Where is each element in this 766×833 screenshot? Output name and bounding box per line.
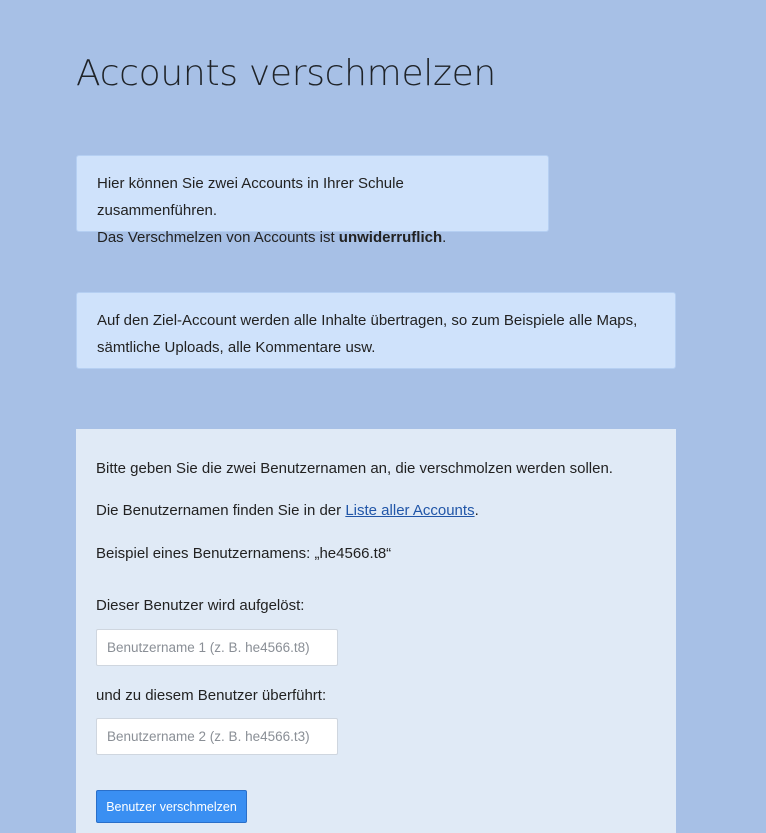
hint-text: . — [474, 502, 479, 519]
info-text: sämtliche Uploads, alle Kommentare usw. — [97, 339, 376, 356]
info-box-content-transfer — [76, 292, 676, 369]
username-example-text: Beispiel eines Benutzernamens: „he4566.t8“ — [96, 545, 392, 562]
user2-label: und zu diesem Benutzer überführt: — [96, 687, 327, 704]
page-title: Accounts verschmelzen — [76, 53, 496, 94]
info-text-line — [97, 224, 528, 251]
form-intro-text: Bitte geben Sie die zwei Benutzernamen an, die verschmolzen werden sollen. — [96, 460, 613, 477]
info-text: . — [442, 229, 447, 246]
username-1-input[interactable] — [96, 629, 338, 666]
info-text-line — [97, 334, 655, 361]
info-box-merge-description — [76, 155, 549, 246]
merge-users-button[interactable]: Benutzer verschmelzen — [96, 790, 247, 823]
user1-label: Dieser Benutzer wird aufgelöst: — [96, 597, 305, 614]
info-text-line — [97, 307, 655, 334]
merge-form-panel — [76, 429, 676, 833]
hint-text: Die Benutzernamen finden Sie in der — [96, 502, 346, 519]
account-list-link[interactable]: Liste aller Accounts — [345, 502, 475, 519]
username-list-hint — [96, 501, 479, 521]
info-text: Auf den Ziel-Account werden alle Inhalte übertragen, so zum Beispiele alle Maps, — [97, 312, 638, 329]
username-2-input[interactable] — [96, 718, 338, 755]
info-text: Hier können Sie zwei Accounts in Ihrer Schule zusammenführen. — [97, 175, 404, 219]
info-text: Das Verschmelzen von Accounts ist — [97, 229, 339, 246]
irreversible-emphasis: unwiderruflich — [338, 229, 443, 246]
info-text-line — [97, 170, 528, 224]
